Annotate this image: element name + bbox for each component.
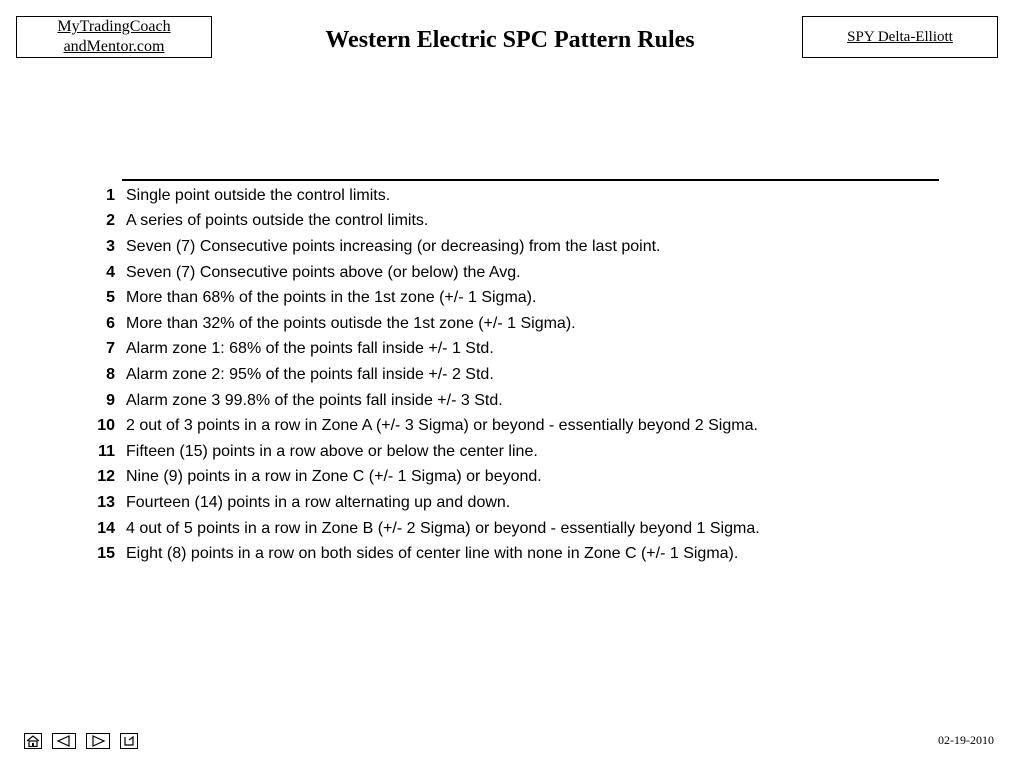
- list-item: [80, 362, 960, 388]
- rule-number: 10: [97, 417, 115, 435]
- list-item: [80, 465, 960, 491]
- rule-number: 4: [106, 263, 115, 281]
- rule-number: 12: [97, 468, 115, 486]
- list-item: [80, 439, 960, 465]
- rule-text: More than 32% of the points outisde the 1st zone (+/- 1 Sigma).: [126, 314, 576, 332]
- rule-text: Alarm zone 2: 95% of the points fall inside +/- 2 Std.: [126, 365, 494, 383]
- list-item: [80, 311, 960, 337]
- rule-number: 2: [106, 212, 115, 230]
- list-item: [80, 516, 960, 542]
- list-item: [80, 541, 960, 567]
- spy-delta-elliott-link[interactable]: SPY Delta-Elliott: [847, 29, 953, 45]
- rule-text: Seven (7) Consecutive points above (or below) the Avg.: [126, 263, 521, 281]
- rule-text: Single point outside the control limits.: [126, 186, 391, 204]
- rule-number: 5: [106, 289, 115, 307]
- spy-delta-elliott-link-box[interactable]: [802, 16, 998, 58]
- rule-number: 14: [97, 519, 115, 537]
- rule-text: Eight (8) points in a row on both sides of center line with none in Zone C (+/- 1 Sigma).: [126, 545, 739, 563]
- back-icon: [55, 735, 73, 747]
- rule-text: A series of points outside the control limits.: [126, 212, 429, 230]
- navigation-bar: [24, 733, 138, 749]
- list-item: [80, 490, 960, 516]
- list-item: [80, 183, 960, 209]
- rule-number: 3: [106, 237, 115, 255]
- list-item: [80, 260, 960, 286]
- rule-number: 15: [97, 545, 115, 563]
- logo-link-box[interactable]: [16, 16, 212, 58]
- rule-number: 8: [106, 365, 115, 383]
- return-icon: [122, 735, 136, 747]
- rule-text: Seven (7) Consecutive points increasing (or decreasing) from the last point.: [126, 237, 661, 255]
- logo-line-1[interactable]: MyTradingCoach: [57, 18, 171, 35]
- rule-text: Fourteen (14) points in a row alternating up and down.: [126, 493, 511, 511]
- footer-date: 02-19-2010: [938, 733, 994, 747]
- home-icon: [26, 735, 40, 747]
- list-item: [80, 234, 960, 260]
- rules-list: [80, 183, 960, 567]
- forward-button[interactable]: [86, 733, 110, 749]
- list-item: [80, 413, 960, 439]
- rule-number: 13: [97, 493, 115, 511]
- back-button[interactable]: [52, 733, 76, 749]
- home-button[interactable]: [24, 733, 42, 749]
- list-item: [80, 337, 960, 363]
- header-divider: [122, 179, 939, 181]
- list-item: [80, 209, 960, 235]
- rule-text: Nine (9) points in a row in Zone C (+/- 1 Sigma) or beyond.: [126, 468, 542, 486]
- rule-text: Alarm zone 1: 68% of the points fall inside +/- 1 Std.: [126, 340, 494, 358]
- list-item: [80, 285, 960, 311]
- list-item: [80, 388, 960, 414]
- page-title: Western Electric SPC Pattern Rules: [325, 27, 695, 53]
- rule-number: 7: [106, 340, 115, 358]
- rule-text: Alarm zone 3 99.8% of the points fall inside +/- 3 Std.: [126, 391, 503, 409]
- rule-text: More than 68% of the points in the 1st zone (+/- 1 Sigma).: [126, 289, 537, 307]
- rule-number: 11: [98, 442, 115, 460]
- forward-icon: [89, 735, 107, 747]
- return-button[interactable]: [120, 733, 138, 749]
- logo-line-2[interactable]: andMentor.com: [63, 38, 165, 55]
- rule-number: 1: [106, 186, 115, 204]
- rule-number: 6: [106, 314, 115, 332]
- rule-text: Fifteen (15) points in a row above or below the center line.: [126, 442, 538, 460]
- rule-number: 9: [106, 391, 115, 409]
- rule-text: 4 out of 5 points in a row in Zone B (+/- 2 Sigma) or beyond - essentially beyond 1 Sigma.: [126, 519, 760, 537]
- rule-text: 2 out of 3 points in a row in Zone A (+/- 3 Sigma) or beyond - essentially beyond 2 Sigma.: [126, 417, 758, 435]
